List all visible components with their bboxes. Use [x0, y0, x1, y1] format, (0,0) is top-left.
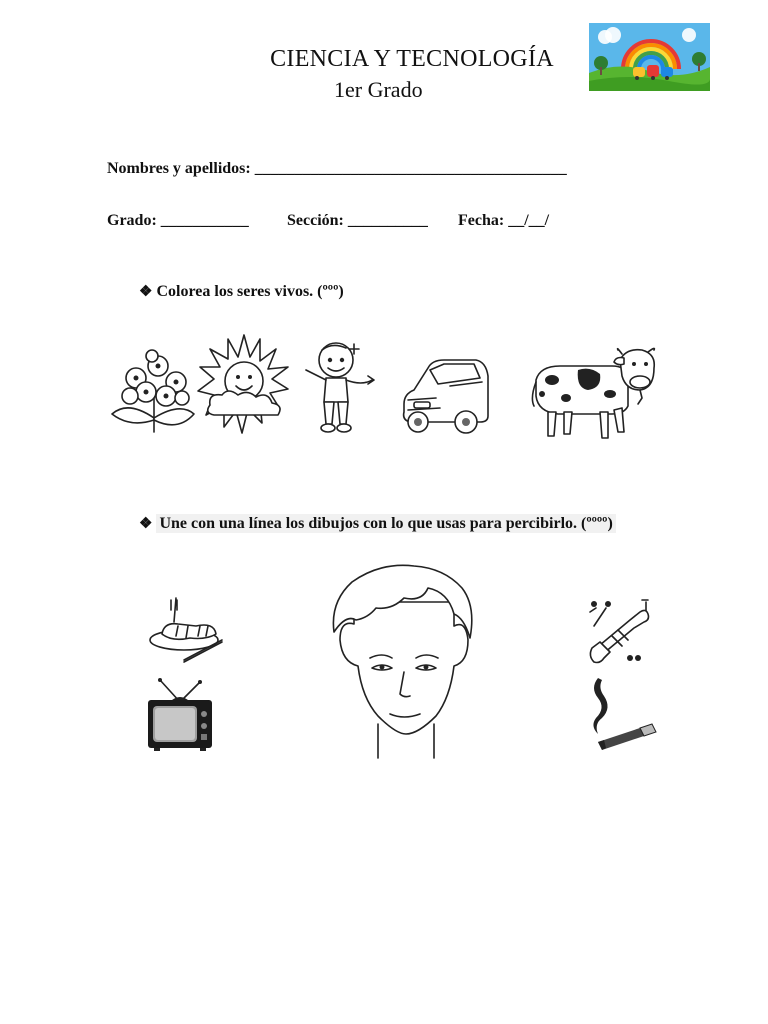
car-icon: [400, 356, 490, 438]
exercise-1-instruction: [131, 264, 344, 301]
exercise-2-instruction: [131, 496, 616, 533]
date-field: Fecha: __/__/: [458, 212, 550, 229]
sun-icon: [198, 333, 290, 439]
exercise-1-text: Colorea los seres vivos. (ººº): [156, 283, 344, 300]
trumpet-icon: [586, 598, 654, 668]
flower-icon: [108, 348, 198, 436]
name-field: Nombres y apellidos: _______________________________________: [107, 160, 567, 177]
grade-subtitle: 1er Grado: [334, 77, 423, 102]
section-field: Sección: __________: [287, 212, 428, 229]
worksheet-title: CIENCIA Y TECNOLOGÍA: [270, 46, 554, 72]
boy-icon: [302, 340, 378, 436]
bullet-icon: ❖: [139, 516, 153, 532]
bullet-icon: ❖: [139, 284, 153, 300]
face-icon: [326, 562, 476, 762]
cow-icon: [530, 346, 658, 442]
cigarette-smoke-icon: [588, 676, 660, 752]
rainbow-logo-icon: [589, 23, 710, 91]
grade-field: Grado: ___________: [107, 212, 249, 229]
food-plate-icon: [146, 596, 230, 666]
exercise-2-text: Une con una línea los dibujos con lo que usas para percibirlo. (ºººº): [156, 514, 615, 533]
television-icon: [146, 676, 214, 754]
